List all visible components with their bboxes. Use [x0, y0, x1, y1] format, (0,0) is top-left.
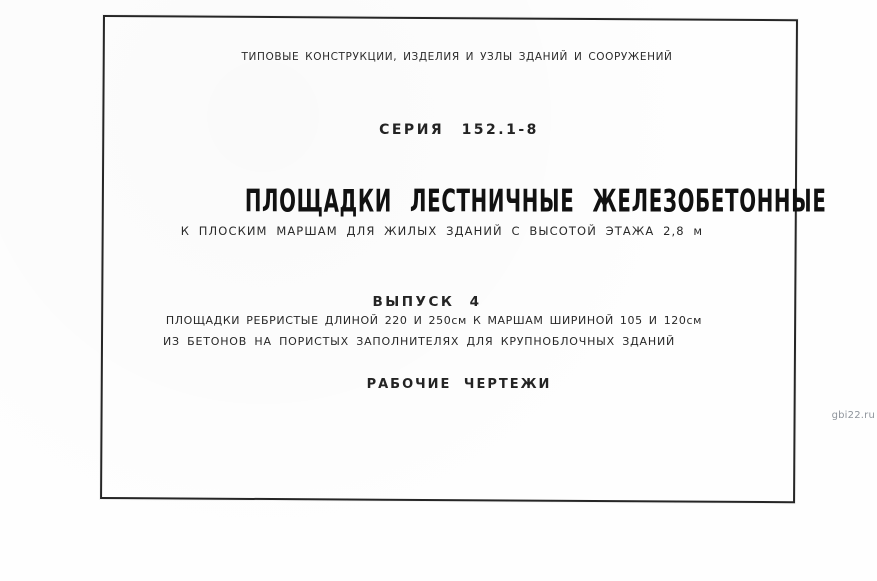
document-border-frame — [100, 15, 798, 503]
document-type-label: РАБОЧИЕ ЧЕРТЕЖИ — [366, 377, 552, 392]
document-subtitle: К ПЛОСКИМ МАРШАМ ДЛЯ ЖИЛЫХ ЗДАНИЙ С ВЫСОТОЙ ЭТАЖА 2,8 м — [180, 224, 704, 238]
document-title — [95, 183, 827, 220]
series-number: СЕРИЯ 152.1-8 — [379, 122, 539, 138]
site-watermark: gbi22.ru — [831, 410, 875, 421]
issue-description-line-1: ПЛОЩАДКИ РЕБРИСТЫЕ ДЛИНОЙ 220 И 250см К МАРШАМ ШИРИНОЙ 105 И 120см — [165, 314, 703, 327]
issue-heading: ВЫПУСК 4 — [372, 294, 482, 310]
document-category-header: ТИПОВЫЕ КОНСТРУКЦИИ, ИЗДЕЛИЯ И УЗЛЫ ЗДАНИЙ И СООРУЖЕНИЙ — [241, 51, 673, 63]
document-title-text: ПЛОЩАДКИ ЛЕСТНИЧНЫЕ ЖЕЛЕЗОБЕТОННЫЕ — [244, 183, 827, 220]
issue-description-line-2: ИЗ БЕТОНОВ НА ПОРИСТЫХ ЗАПОЛНИТЕЛЯХ ДЛЯ КРУПНОБЛОЧНЫХ ЗДАНИЙ — [162, 335, 676, 348]
